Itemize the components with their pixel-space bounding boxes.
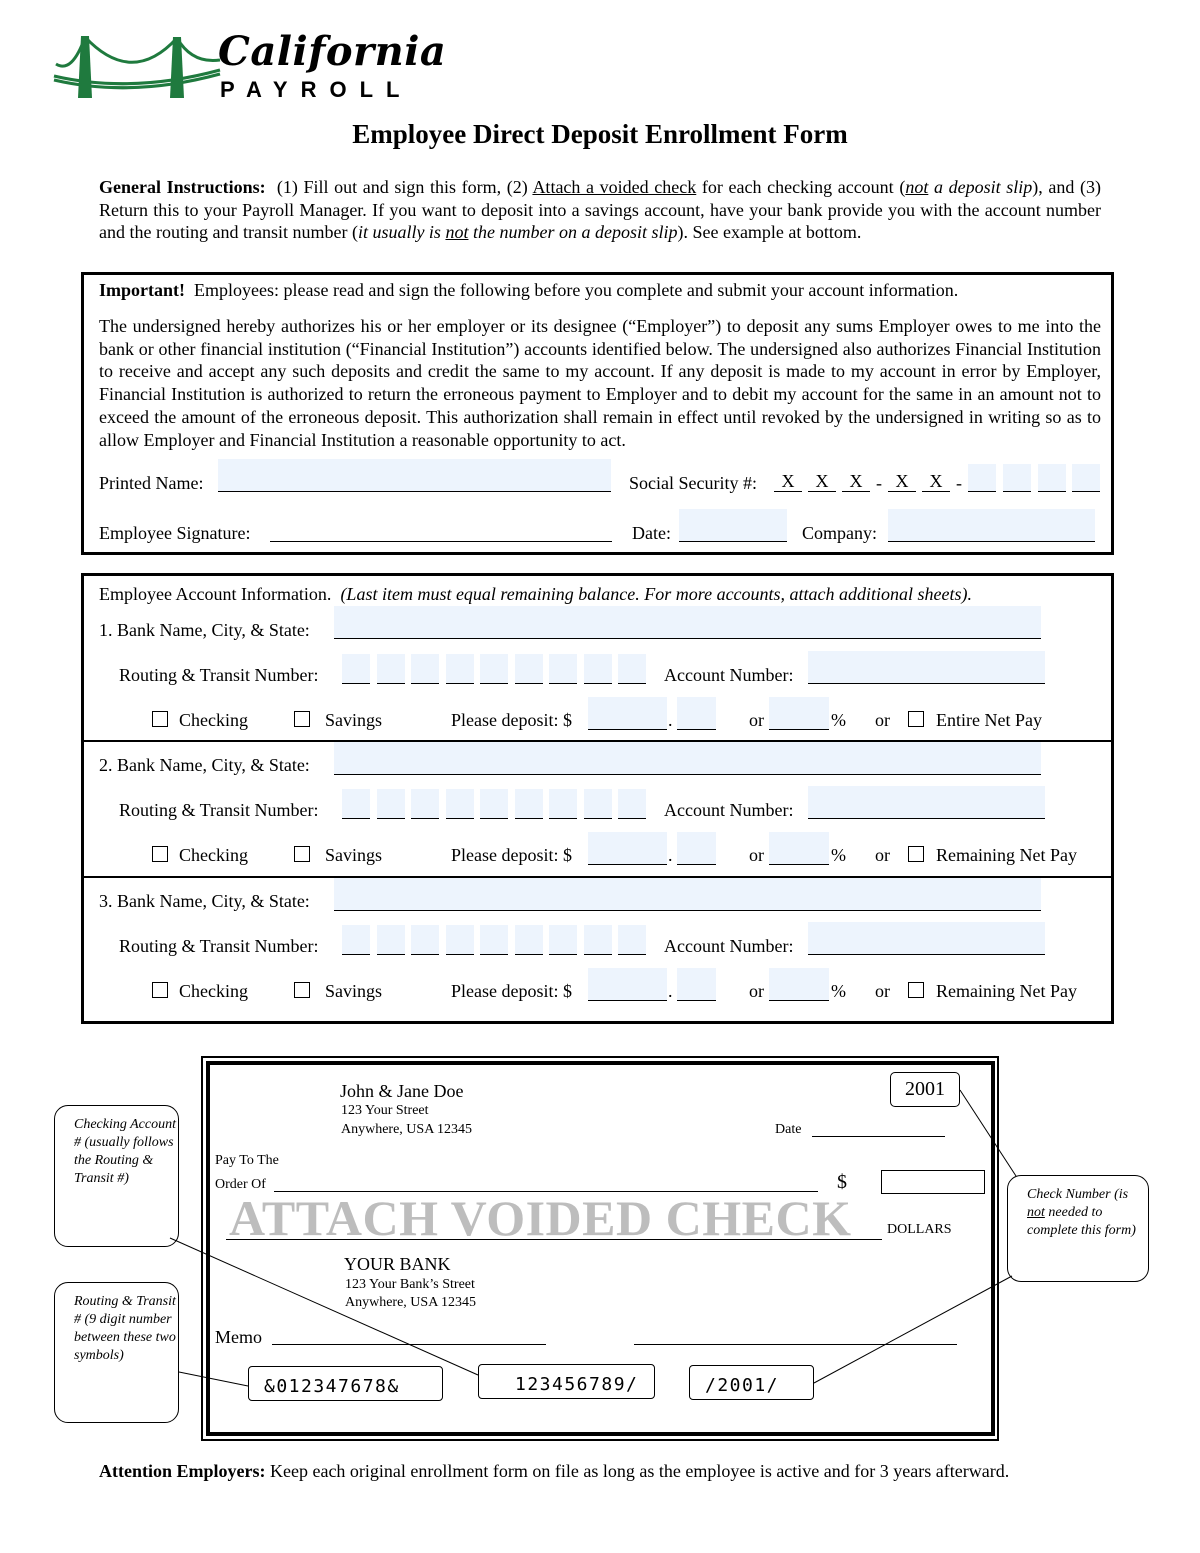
account-number-label: Account Number: <box>664 936 794 956</box>
checking-label: Checking <box>179 710 248 730</box>
important-text: Employees: please read and sign the following before you complete and submit your account information. <box>194 280 959 300</box>
leader-routing <box>179 1372 248 1386</box>
bank-name-label: 1. Bank Name, City, & State: <box>99 620 310 640</box>
bank-name-label: 2. Bank Name, City, & State: <box>99 755 310 775</box>
account-number-label: Account Number: <box>664 800 794 820</box>
check-date-label: Date <box>775 1122 802 1137</box>
net-pay-label: Remaining Net Pay <box>936 981 1077 1001</box>
leader-check-number-bottom <box>814 1276 1012 1383</box>
instructions-italic: it usually is <box>357 222 446 242</box>
logo-subtitle: PAYROLL <box>220 77 413 102</box>
void-watermark: ATTACH VOIDED CHECK <box>229 1190 852 1246</box>
instructions-italic: the number on a deposit slip <box>468 222 678 242</box>
leader-check-number-top <box>960 1090 1016 1176</box>
micr-account-value: 123456789/ <box>515 1374 639 1395</box>
dollar-sign: $ <box>837 1171 847 1193</box>
ssn-mask-2: X <box>808 471 836 492</box>
footer-text: Keep each original enrollment form on file as long as the employee is active and for 3 years afterward. <box>265 1461 1010 1481</box>
or-label: or <box>749 845 764 865</box>
account-header-note: (Last item must equal remaining balance. For more accounts, attach additional sheets). <box>340 584 973 604</box>
instructions-underline: Attach a voided check <box>532 177 697 197</box>
account-number-label: Account Number: <box>664 665 794 685</box>
logo-wordmark: California <box>218 28 447 75</box>
micr-routing-value: &012347678& <box>264 1376 400 1397</box>
instructions-text: ). See example at bottom. <box>677 222 862 242</box>
or-label: or <box>875 981 890 1001</box>
routing-label: Routing & Transit Number: <box>119 800 319 820</box>
instructions-text: (1) Fill out and sign this form, (2) <box>276 177 533 197</box>
leader-checking-account <box>170 1238 478 1375</box>
company-label: Company: <box>802 523 877 543</box>
important-label: Important! <box>99 280 185 300</box>
signature-label: Employee Signature: <box>99 523 251 543</box>
deposit-label: Please deposit: $ <box>451 845 572 865</box>
printed-name-label: Printed Name: <box>99 473 204 493</box>
date-label: Date: <box>632 523 671 543</box>
check-callout-text: needed to complete this form) <box>1027 1205 1136 1238</box>
or-label: or <box>875 710 890 730</box>
check-holder-name: John & Jane Doe <box>340 1081 464 1101</box>
account-header-label: Employee Account Information. <box>99 584 332 604</box>
or-label: or <box>749 710 764 730</box>
savings-label: Savings <box>325 845 383 865</box>
decimal-point: . <box>668 845 673 865</box>
decimal-point: . <box>668 981 673 1001</box>
instructions-lead: General Instructions: <box>99 177 266 197</box>
ssn-label: Social Security #: <box>629 473 757 493</box>
ssn-mask-5: X <box>922 471 950 492</box>
checking-label: Checking <box>179 845 248 865</box>
or-label: or <box>875 845 890 865</box>
bank-city: Anywhere, USA 12345 <box>345 1295 477 1310</box>
micr-check-value: /2001/ <box>705 1375 780 1396</box>
ssn-dash-1: - <box>876 473 882 493</box>
routing-number-callout: Routing & Transit # (9 digit number between these two symbols) <box>54 1282 179 1423</box>
page-title: Employee Direct Deposit Enrollment Form <box>352 119 848 149</box>
savings-label: Savings <box>325 710 383 730</box>
checking-label: Checking <box>179 981 248 1001</box>
routing-label: Routing & Transit Number: <box>119 665 319 685</box>
ssn-dash-2: - <box>956 473 962 493</box>
instructions-not: not <box>445 222 469 242</box>
percent-label: % <box>831 710 846 730</box>
check-number: 2001 <box>905 1078 945 1100</box>
deposit-label: Please deposit: $ <box>451 710 572 730</box>
instructions-not: not <box>905 177 929 197</box>
percent-label: % <box>831 845 846 865</box>
deposit-label: Please deposit: $ <box>451 981 572 1001</box>
checking-account-callout: Checking Account # (usually follows the Routing & Transit #) <box>54 1105 179 1247</box>
memo-label: Memo <box>215 1327 262 1347</box>
bank-name: YOUR BANK <box>344 1254 451 1274</box>
ssn-mask-4: X <box>888 471 916 492</box>
bank-name-label: 3. Bank Name, City, & State: <box>99 891 310 911</box>
check-callout-not: not <box>1027 1205 1045 1220</box>
savings-label: Savings <box>325 981 383 1001</box>
or-label: or <box>749 981 764 1001</box>
dollars-label: DOLLARS <box>887 1222 952 1237</box>
decimal-point: . <box>668 710 673 730</box>
ssn-mask-3: X <box>842 471 870 492</box>
ssn-mask-1: X <box>774 471 802 492</box>
net-pay-label: Entire Net Pay <box>936 710 1042 730</box>
instructions-italic: a deposit slip <box>928 177 1033 197</box>
pay-to-label: Pay To The <box>215 1153 279 1168</box>
footer-note <box>99 1461 1009 1482</box>
authorization-text: The undersigned hereby authorizes his or her employer or its designee (“Employer”) to deposit any sums Employer owes to me into the bank or other financial institution (“Financial Institution”) accounts identified below. The undersigned also authorizes Financial Institution to receive and accept any such deposits and credit the same to my account. If any deposit is made to my account in error by Employer, Financial Institution is authorized to return the erroneous payment to Employer and to debit my account for the same in an amount not to exceed the amount of the erroneous deposit. This authorization shall remain in effect until revoked by the undersigned in writing so as to allow Employer and Financial Institution a reasonable opportunity to act. <box>99 316 1101 450</box>
instructions-text: ), and (3) Return this to your Payroll Manager. If you want to deposit into a savings account, have your bank provide you with the account number and the routing and transit number ( <box>99 177 1101 242</box>
net-pay-label: Remaining Net Pay <box>936 845 1077 865</box>
percent-label: % <box>831 981 846 1001</box>
bank-street: 123 Your Bank’s Street <box>345 1277 475 1292</box>
routing-label: Routing & Transit Number: <box>119 936 319 956</box>
check-holder-street: 123 Your Street <box>341 1103 429 1118</box>
order-of-label: Order Of <box>215 1177 266 1192</box>
check-callout-text: Check Number (is <box>1027 1187 1129 1202</box>
check-holder-city: Anywhere, USA 12345 <box>341 1122 473 1137</box>
instructions-text: for each checking account ( <box>696 177 906 197</box>
footer-lead: Attention Employers: <box>99 1461 266 1481</box>
